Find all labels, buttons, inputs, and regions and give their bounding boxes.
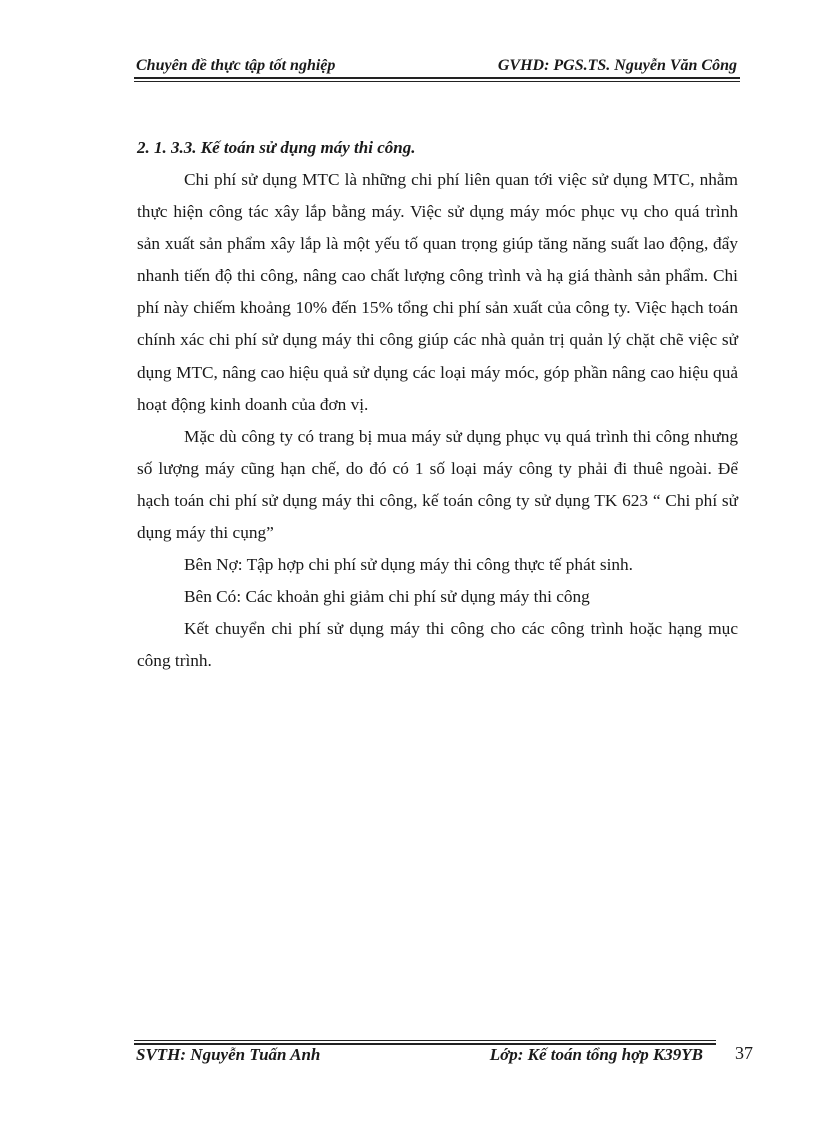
page-body — [137, 132, 738, 678]
paragraph-1: Chi phí sử dụng MTC là những chi phí liên quan tới việc sử dụng MTC, nhằm thực hiện công tác xây lắp bằng máy. Việc sử dụng máy móc phục vụ cho quá trình sản xuất sản phẩm xây lắp là một yếu tố quan trọng giúp tăng năng suất lao động, đẩy nhanh tiến độ thi công, nâng cao chất lượng công trình và hạ giá thành sản phẩm. Chi phí này chiếm khoảng 10% đến 15% tổng chi phí sản xuất của công ty. Việc hạch toán chính xác chi phí sử dụng máy thi công giúp các nhà quản trị quản lý chặt chẽ việc sử dụng MTC, nâng cao hiệu quả sử dụng các loại máy móc, góp phần nâng cao hiệu quả hoạt động kinh doanh của đơn vị. — [137, 170, 738, 414]
header-advisor: GVHD: PGS.TS. Nguyễn Văn Công — [497, 57, 737, 74]
page-header — [136, 57, 739, 79]
page-footer — [136, 1045, 716, 1067]
page-number: 37 — [735, 1043, 753, 1063]
header-document-title: Chuyên đề thực tập tốt nghiệp — [136, 57, 336, 74]
paragraph-transfer: Kết chuyển chi phí sử dụng máy thi công cho các công trình hoặc hạng mục công trình. — [137, 619, 738, 671]
paragraph-credit-side: Bên Có: Các khoản ghi giảm chi phí sử dụng máy thi công — [184, 587, 590, 607]
footer-student: SVTH: Nguyễn Tuấn Anh — [136, 1045, 321, 1064]
section-heading: 2. 1. 3.3. Kế toán sử dụng máy thi công. — [137, 138, 416, 157]
header-divider-thin — [134, 81, 740, 82]
paragraph-2: Mặc dù công ty có trang bị mua máy sử dụng phục vụ quá trình thi công nhưng số lượng máy cũng hạn chế, do đó có 1 số loại máy công ty phải đi thuê ngoài. Để hạch toán chi phí sử dụng máy thi công, kế toán công ty sử dụng TK 623 “ Chi phí sử dụng máy thi cụng” — [137, 426, 738, 543]
header-divider — [134, 77, 740, 79]
footer-divider — [134, 1040, 716, 1041]
footer-class: Lớp: Kế toán tổng hợp K39YB — [489, 1045, 703, 1064]
paragraph-debit-side: Bên Nợ: Tập hợp chi phí sử dụng máy thi công thực tế phát sinh. — [184, 555, 633, 575]
